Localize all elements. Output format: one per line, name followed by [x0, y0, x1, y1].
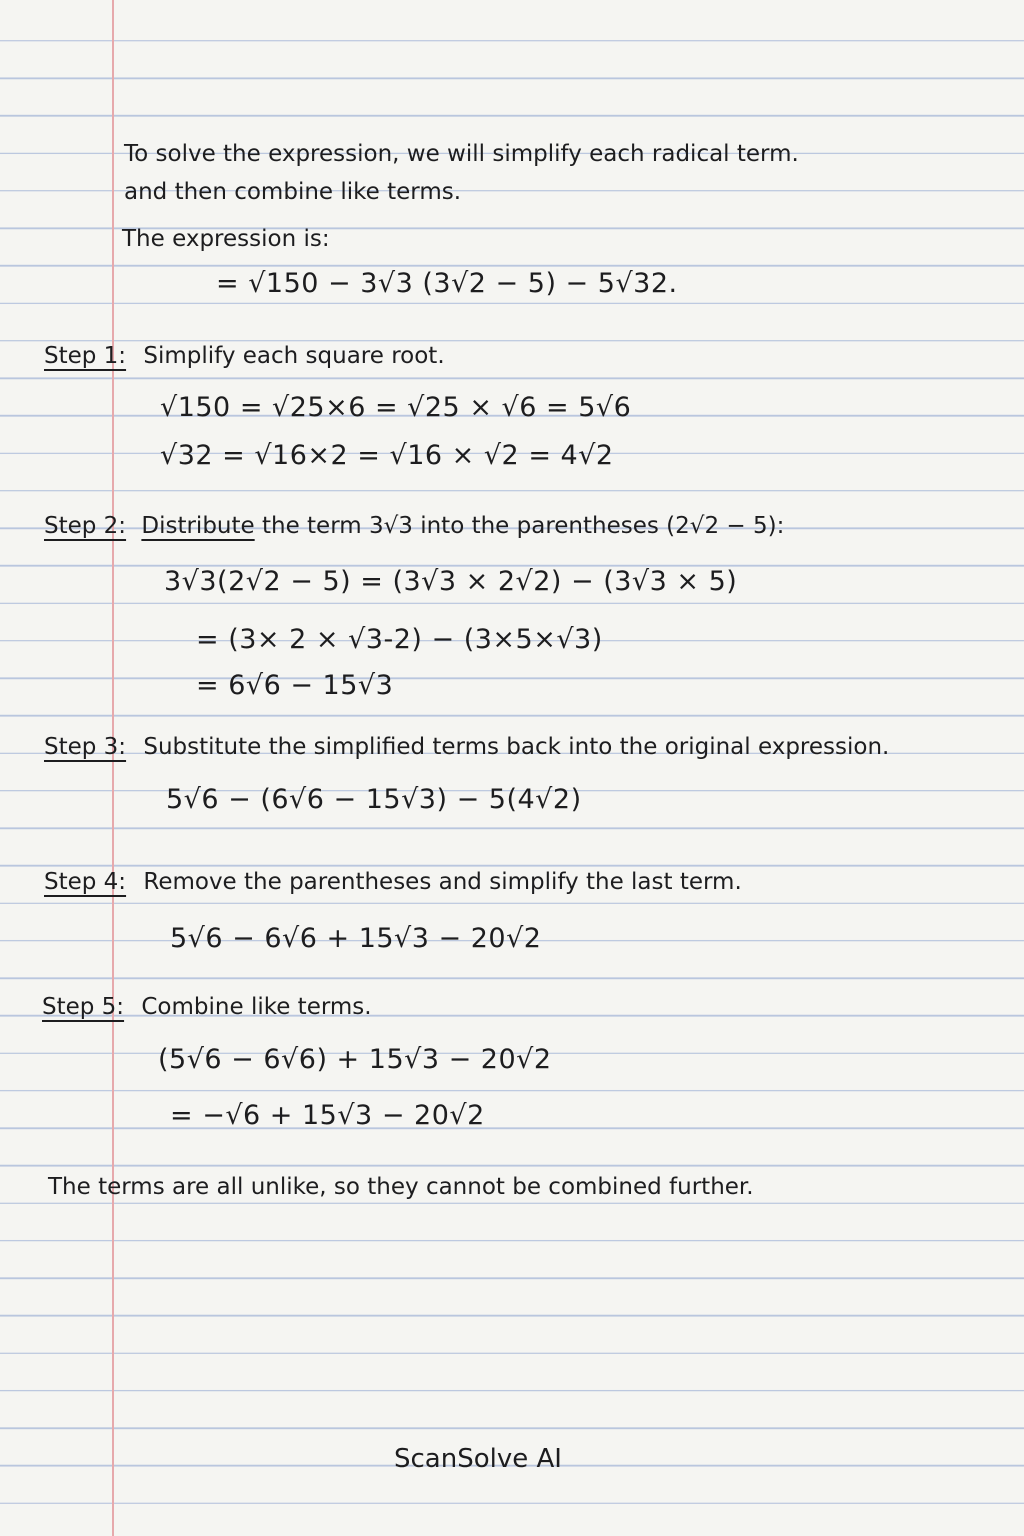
- step2-equation-1: 3√3(2√2 − 5) = (3√3 × 2√2) − (3√3 × 5): [164, 566, 738, 597]
- step3-heading: [44, 736, 889, 759]
- conclusion: The terms are all unlike, so they cannot be combined further.: [48, 1174, 754, 1200]
- intro-line-1: To solve the expression, we will simplify each radical term.: [124, 141, 799, 167]
- step2-heading: [44, 515, 784, 538]
- brand-footer: ScanSolve AI: [394, 1444, 562, 1474]
- step2-text: the term 3√3 into the parentheses (2√2 − 5):: [254, 513, 785, 539]
- step4-label: Step 4:: [44, 869, 127, 895]
- step3-label: Step 3:: [44, 734, 127, 760]
- step3-equation-1: 5√6 − (6√6 − 15√3) − 5(4√2): [166, 784, 582, 815]
- intro-line-2: and then combine like terms.: [124, 179, 462, 205]
- step1-text: Simplify each square root.: [143, 343, 445, 369]
- step4-text: Remove the parentheses and simplify the last term.: [143, 869, 742, 895]
- step2-keyword: Distribute: [141, 513, 255, 539]
- step5-equation-2: = −√6 + 15√3 − 20√2: [170, 1100, 485, 1131]
- step4-equation-1: 5√6 − 6√6 + 15√3 − 20√2: [170, 923, 542, 954]
- step1-label: Step 1:: [44, 343, 127, 369]
- step2-label: Step 2:: [44, 513, 127, 539]
- step2-equation-3: = 6√6 − 15√3: [196, 670, 394, 701]
- step2-equation-2: = (3× 2 × √3-2) − (3×5×√3): [196, 624, 603, 655]
- step1-heading: [44, 345, 445, 368]
- step5-label: Step 5:: [42, 994, 125, 1020]
- step1-equation-2: √32 = √16×2 = √16 × √2 = 4√2: [160, 440, 614, 471]
- step3-text: Substitute the simplified terms back into the original expression.: [143, 734, 890, 760]
- step1-equation-1: √150 = √25×6 = √25 × √6 = 5√6: [160, 392, 632, 423]
- step4-heading: [44, 871, 742, 894]
- step5-heading: [42, 996, 372, 1019]
- intro-line-3: The expression is:: [122, 226, 330, 252]
- margin-line: [112, 0, 114, 1536]
- step5-text: Combine like terms.: [141, 994, 372, 1020]
- original-expression: = √150 − 3√3 (3√2 − 5) − 5√32.: [216, 268, 678, 299]
- step5-equation-1: (5√6 − 6√6) + 15√3 − 20√2: [158, 1044, 552, 1075]
